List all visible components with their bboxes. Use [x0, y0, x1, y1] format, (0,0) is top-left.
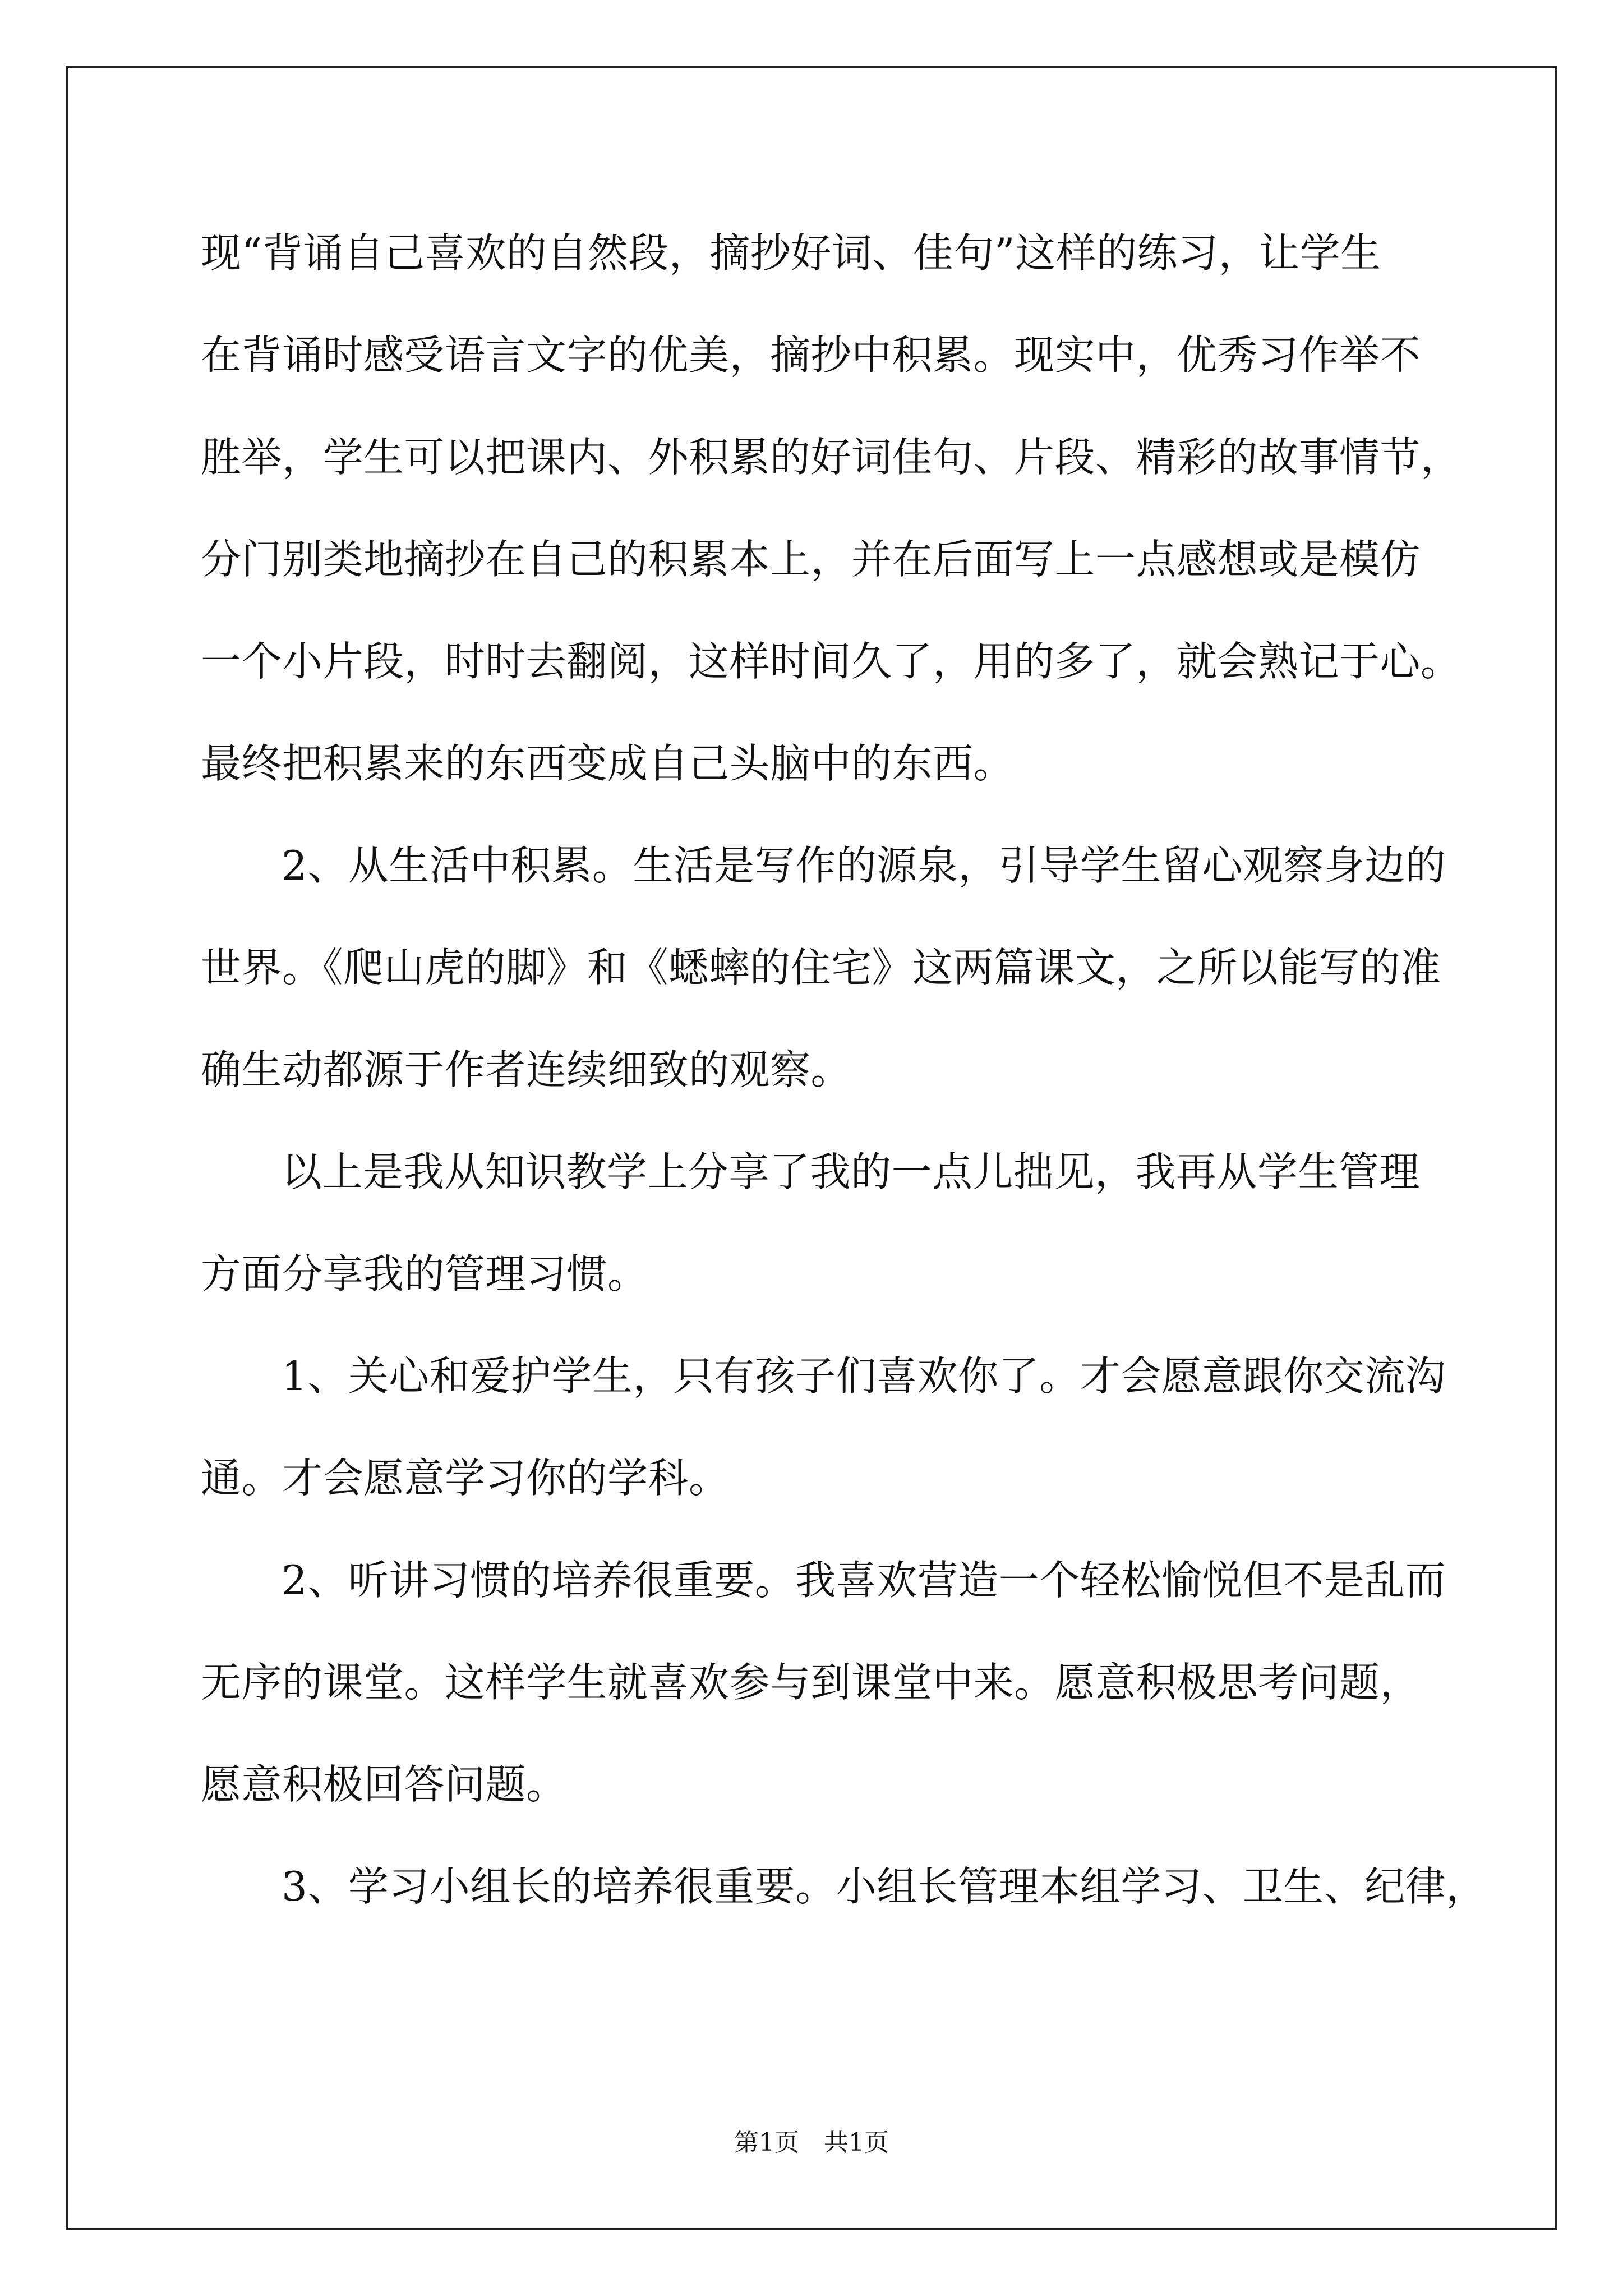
page-number: 第1页	[734, 2128, 799, 2157]
text-line: 确生动都源于作者连续细致的观察。	[201, 1046, 852, 1093]
text-line: 1、关心和爱护学生，只有孩子们喜欢你了。才会愿意跟你交流沟	[282, 1352, 1446, 1400]
text-line: 方面分享我的管理习惯。	[201, 1250, 648, 1297]
text-line: 2、听讲习惯的培养很重要。我喜欢营造一个轻松愉悦但不是乱而	[282, 1557, 1446, 1604]
text-line: 3、学习小组长的培养很重要。小组长管理本组学习、卫生、纪律，	[282, 1863, 1487, 1910]
page-footer	[0, 2126, 1623, 2160]
page-total: 共1页	[824, 2128, 889, 2157]
text-line: 胜举，学生可以把课内、外积累的好词佳句、片段、精彩的故事情节，	[201, 434, 1461, 481]
text-line: 最终把积累来的东西变成自己头脑中的东西。	[201, 740, 1015, 787]
text-line: 一个小片段，时时去翻阅，这样时间久了，用的多了，就会熟记于心。	[201, 638, 1461, 685]
text-line: 以上是我从知识教学上分享了我的一点儿拙见，我再从学生管理	[282, 1148, 1421, 1195]
document-body	[201, 202, 1487, 1938]
text-line: 现“背诵自己喜欢的自然段，摘抄好词、佳句”这样的练习，让学生	[201, 229, 1381, 277]
text-line: 愿意积极回答问题。	[201, 1761, 567, 1808]
text-line: 无序的课堂。这样学生就喜欢参与到课堂中来。愿意积极思考问题，	[201, 1659, 1421, 1706]
text-line: 世界。《爬山虎的脚》和《蟋蟀的住宅》这两篇课文，之所以能写的准	[201, 944, 1441, 991]
text-line: 在背诵时感受语言文字的优美，摘抄中积累。现实中，优秀习作举不	[201, 332, 1421, 379]
text-line: 分门别类地摘抄在自己的积累本上，并在后面写上一点感想或是模仿	[201, 536, 1421, 583]
text-line: 通。才会愿意学习你的学科。	[201, 1455, 730, 1502]
text-line: 2、从生活中积累。生活是写作的源泉，引导学生留心观察身边的	[282, 842, 1446, 889]
